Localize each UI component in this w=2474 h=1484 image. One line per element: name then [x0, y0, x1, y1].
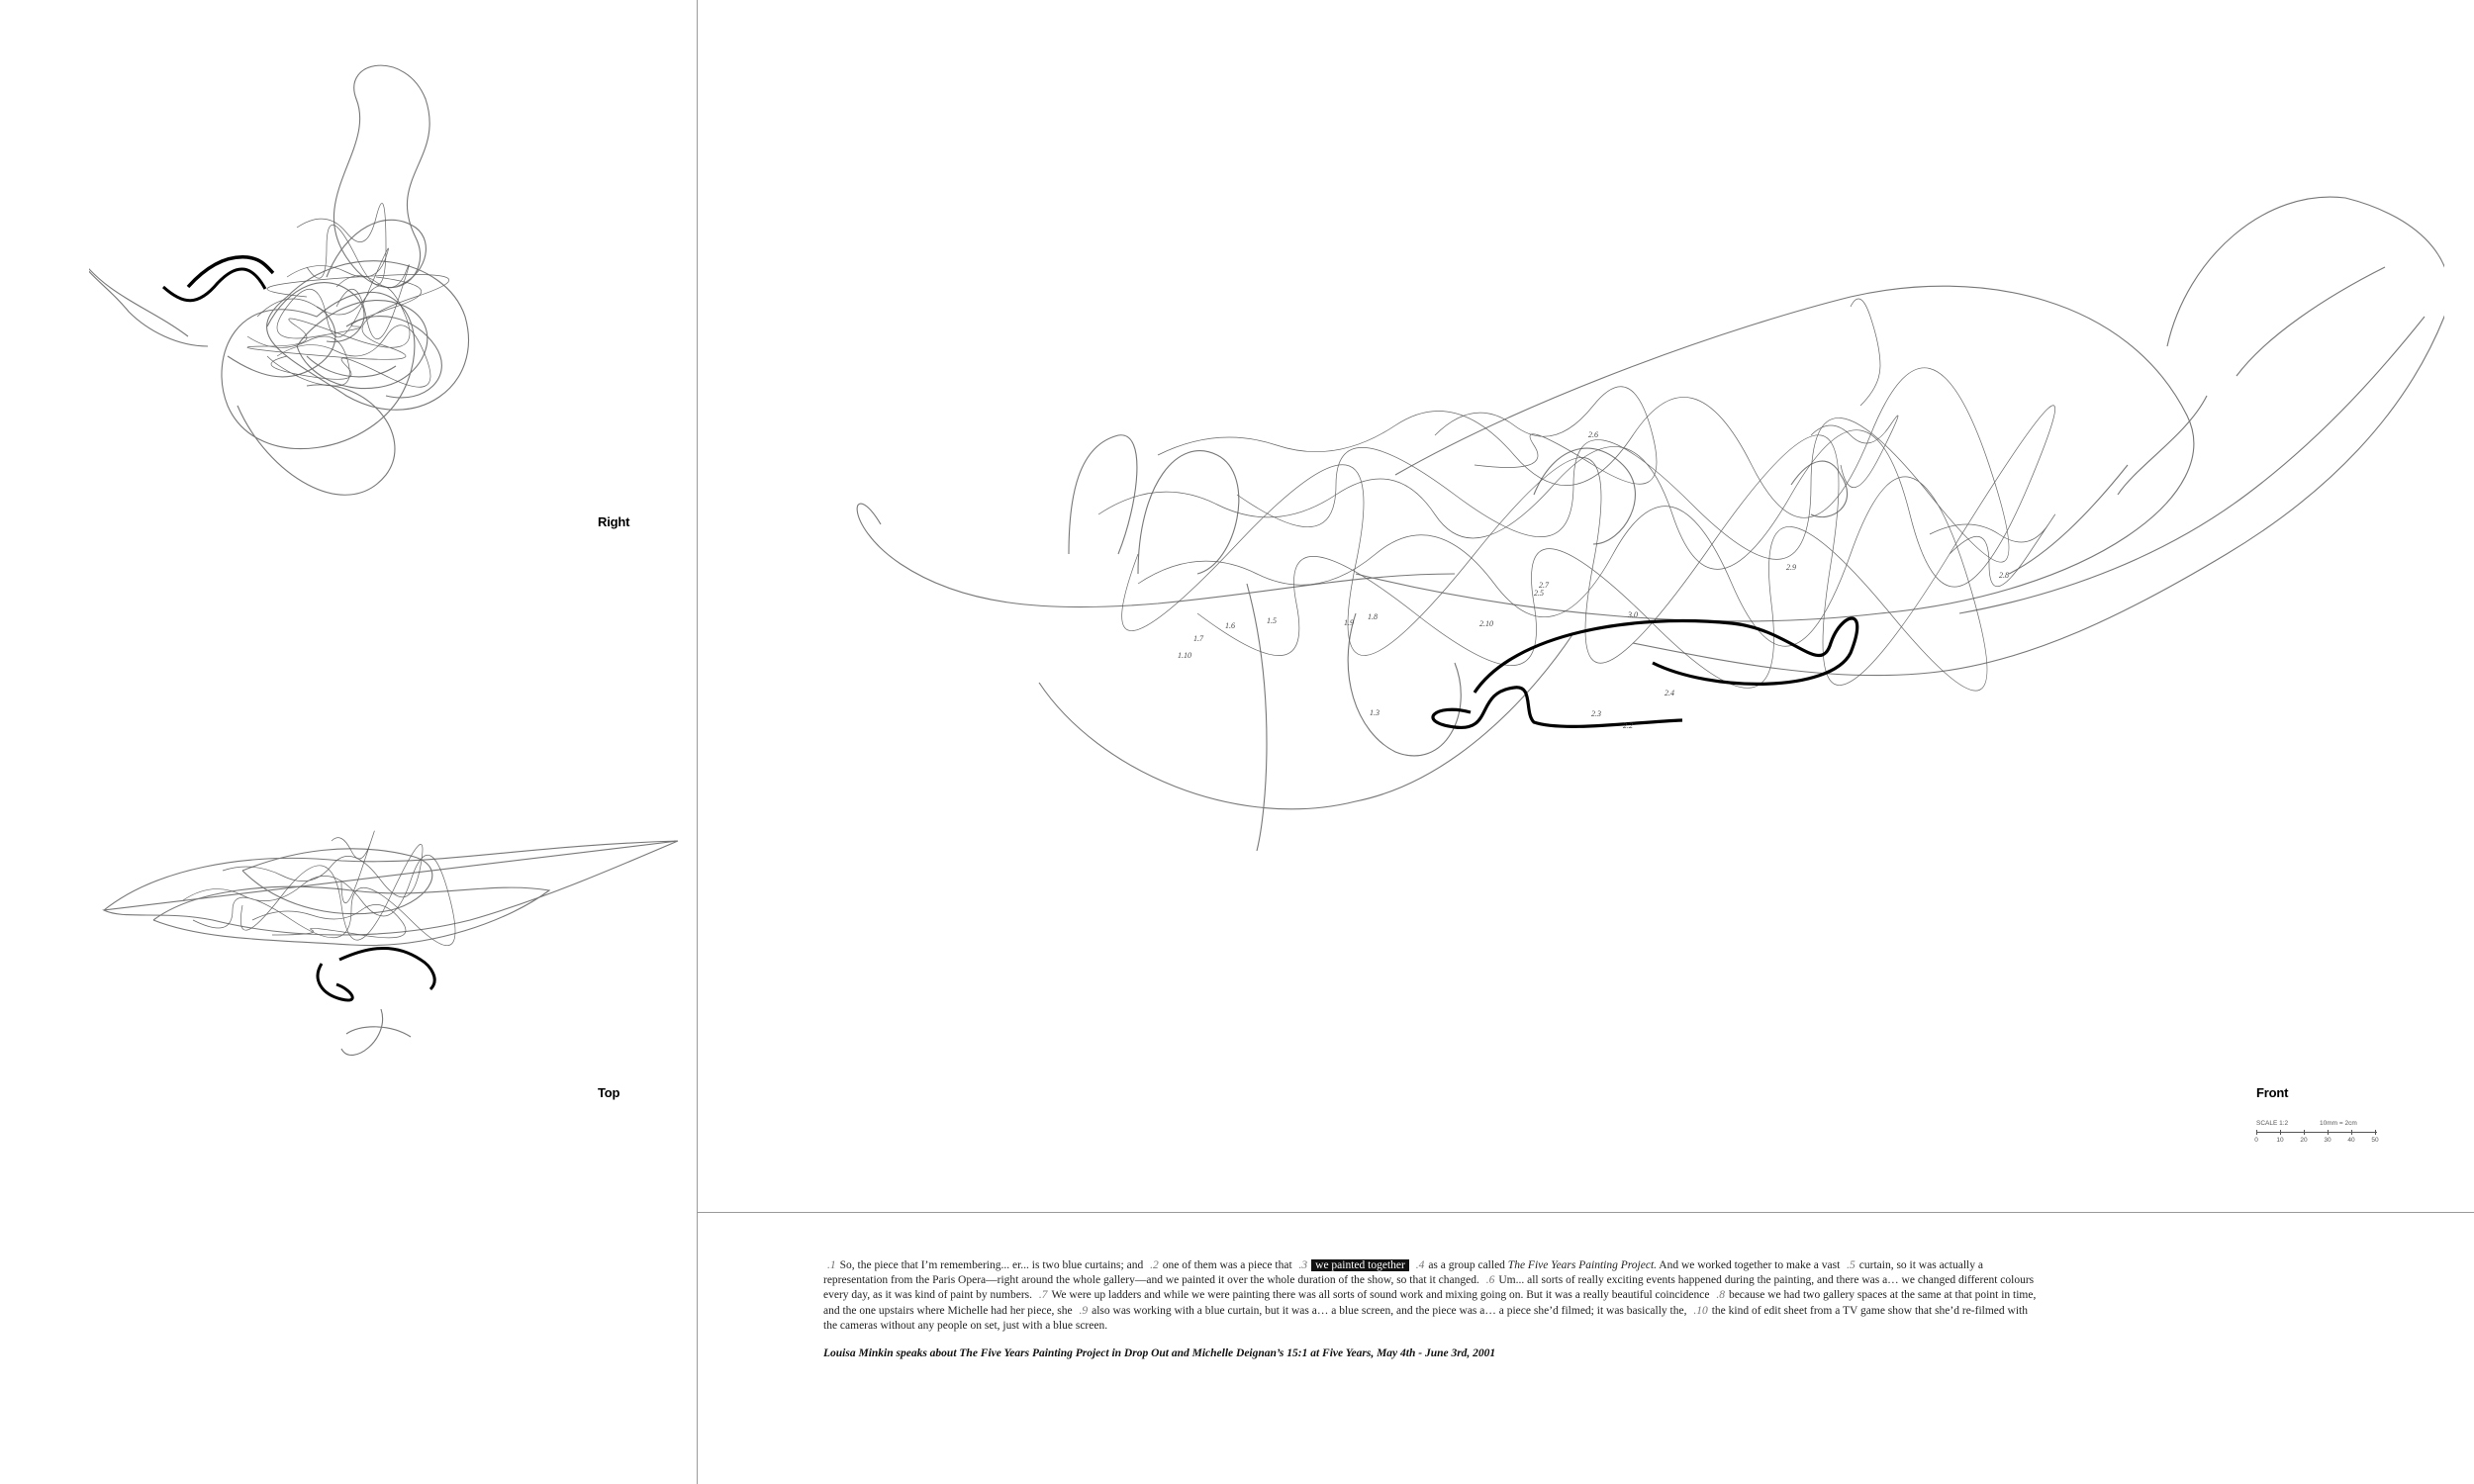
- scale-tick-label: 40: [2347, 1137, 2355, 1144]
- transcript-segment-8: because we had two gallery spaces at the same at that point in time, and the one upstairs where Michelle had her piece, she: [823, 1289, 2037, 1317]
- scale-tick-label: 30: [2324, 1137, 2331, 1144]
- scale-tick-label: 20: [2300, 1137, 2308, 1144]
- top-view-drawing: [94, 811, 688, 1108]
- scale-ratio: 10mm = 2cm: [2320, 1120, 2357, 1127]
- marker-3-0: 3.0: [1628, 610, 1638, 619]
- transcript: [823, 1258, 2041, 1334]
- vertical-divider: [697, 0, 698, 1484]
- scale-tick: [2304, 1130, 2305, 1135]
- right-view-label: Right: [598, 514, 630, 529]
- scale-tick: [2351, 1130, 2352, 1135]
- scale-tick: [2328, 1130, 2329, 1135]
- marker-1-9: 1.9: [1344, 618, 1354, 627]
- front-view-drawing: [841, 139, 2444, 970]
- transcript-segment-9: also was working with a blue curtain, but it was a… a blue screen, and the piece was a… a piece she’d filmed; it was basically the,: [1092, 1304, 1687, 1317]
- scale-tick: [2375, 1130, 2376, 1135]
- marker-3: .3: [1298, 1259, 1308, 1271]
- marker-6: .6: [1485, 1274, 1495, 1287]
- marker-1-7: 1.7: [1193, 634, 1203, 643]
- marker-2-9: 2.9: [1786, 563, 1796, 572]
- marker-9: .9: [1079, 1304, 1089, 1317]
- marker-5: .5: [1847, 1259, 1856, 1271]
- marker-1: .1: [827, 1259, 836, 1271]
- scale-tick-label: 50: [2371, 1137, 2379, 1144]
- transcript-segment-10: the kind of edit sheet from a TV game show that she’d re-filmed with the cameras without any people on set, just with a blue screen.: [823, 1304, 2028, 1332]
- marker-2-6: 2.6: [1588, 430, 1598, 439]
- marker-2-2: 2.2: [1623, 721, 1633, 730]
- marker-1-3: 1.3: [1370, 708, 1380, 717]
- right-view: [89, 59, 683, 623]
- caption: Louisa Minkin speaks about The Five Years Painting Project in Drop Out and Michelle Deignan’s 15:1 at Five Years, May 4th - June 3rd, 2001: [823, 1347, 1496, 1359]
- top-view: [94, 811, 688, 1108]
- marker-7: .7: [1038, 1289, 1048, 1302]
- marker-2-7: 2.7: [1539, 581, 1549, 590]
- scale-tick: [2280, 1130, 2281, 1135]
- transcript-segment-7: We were up ladders and while we were painting there was all sorts of sound work and mixing going on. But it was a really beautiful coincidence: [1051, 1289, 1710, 1302]
- transcript-segment-5: curtain, so it was actually a representation from the Paris Opera—right around the whole gallery—and we painted it over the whole duration of the show, so that it changed.: [823, 1259, 1983, 1287]
- highlighted-phrase: we painted together: [1311, 1259, 1409, 1271]
- scale-tick: [2256, 1130, 2257, 1135]
- marker-2-5: 2.5: [1534, 589, 1544, 598]
- marker-2: .2: [1150, 1259, 1159, 1271]
- top-view-label: Top: [598, 1085, 620, 1100]
- right-view-drawing: [89, 59, 683, 623]
- marker-1-6: 1.6: [1225, 621, 1235, 630]
- marker-1-5: 1.5: [1267, 616, 1277, 625]
- transcript-segment-2: one of them was a piece that: [1162, 1259, 1292, 1271]
- project-title: The Five Years Painting Project.: [1507, 1259, 1658, 1271]
- front-view: [841, 139, 2444, 970]
- marker-2-3: 2.3: [1591, 709, 1601, 718]
- scale-bar: [2256, 1120, 2385, 1152]
- marker-2-10: 2.10: [1479, 619, 1493, 628]
- scale-tick-label: 0: [2254, 1137, 2258, 1144]
- marker-1-10: 1.10: [1178, 651, 1191, 660]
- horizontal-divider: [697, 1212, 2474, 1213]
- marker-2-4: 2.4: [1665, 689, 1674, 697]
- marker-1-8: 1.8: [1368, 612, 1378, 621]
- marker-2-8: 2.8: [1999, 571, 2009, 580]
- scale-line: [2256, 1132, 2377, 1133]
- scale-tick-label: 10: [2276, 1137, 2284, 1144]
- marker-4: .4: [1415, 1259, 1425, 1271]
- front-view-label: Front: [2256, 1085, 2289, 1100]
- marker-8: .8: [1716, 1289, 1725, 1302]
- transcript-segment-4c: And we worked together to make a vast: [1659, 1259, 1841, 1271]
- transcript-segment-4a: as a group called: [1428, 1259, 1505, 1271]
- transcript-segment-6: Um... all sorts of really exciting events happened during the painting, and there was a… we changed different colours every day, as it was kind of paint by numbers.: [823, 1274, 2035, 1302]
- scale-title: SCALE 1:2: [2256, 1120, 2289, 1127]
- transcript-segment-1: So, the piece that I’m remembering... er... is two blue curtains; and: [839, 1259, 1144, 1271]
- marker-10: .10: [1693, 1304, 1708, 1317]
